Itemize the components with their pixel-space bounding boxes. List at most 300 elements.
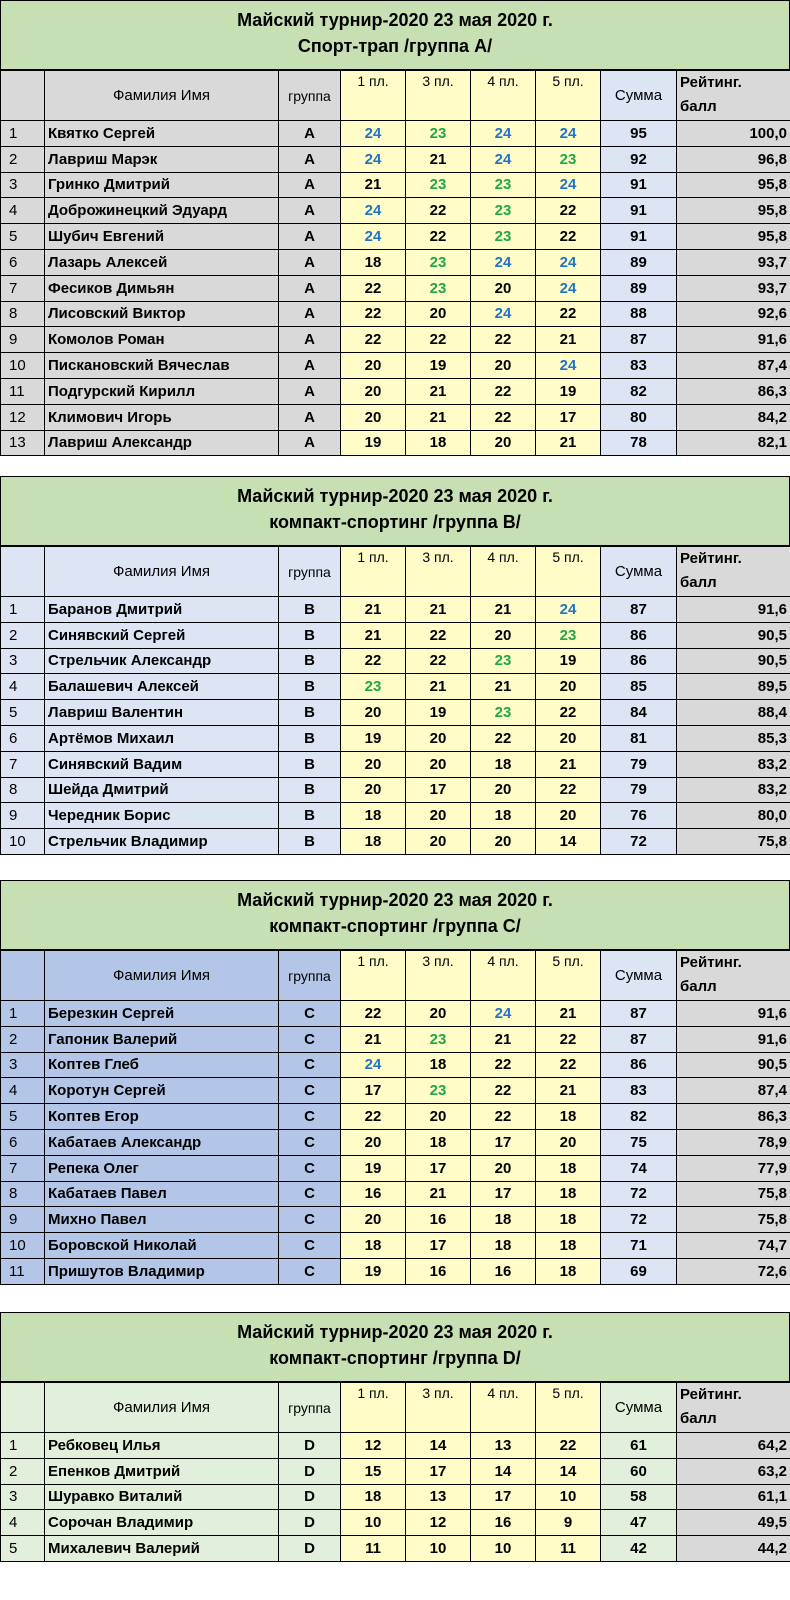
num-header xyxy=(1,1383,45,1433)
round1-cell: 24 xyxy=(341,146,406,172)
round5-cell: 24 xyxy=(536,249,601,275)
rating-cell: 93,7 xyxy=(677,249,790,275)
round4-cell: 20 xyxy=(471,622,536,648)
section-title xyxy=(0,476,790,546)
name-cell: Баранов Дмитрий xyxy=(45,597,279,623)
rating-cell: 86,3 xyxy=(677,1104,790,1130)
name-cell: Гапоник Валерий xyxy=(45,1026,279,1052)
rating-cell: 86,3 xyxy=(677,378,790,404)
round3-cell: 20 xyxy=(406,301,471,327)
name-cell: Балашевич Алексей xyxy=(45,674,279,700)
round1-cell: 12 xyxy=(341,1433,406,1459)
sum-cell: 85 xyxy=(601,674,677,700)
round1-cell: 21 xyxy=(341,622,406,648)
place-cell: 3 xyxy=(1,1484,45,1510)
header-row xyxy=(1,951,790,1001)
rating-cell: 91,6 xyxy=(677,597,790,623)
round5-cell: 22 xyxy=(536,700,601,726)
round3-cell: 23 xyxy=(406,275,471,301)
rating-header-line2: балл xyxy=(680,98,717,115)
rating-header xyxy=(677,547,790,597)
name-cell: Стрельчик Александр xyxy=(45,648,279,674)
round5-cell: 18 xyxy=(536,1207,601,1233)
place-cell: 2 xyxy=(1,1458,45,1484)
round1-header: 1 пл. xyxy=(341,547,406,597)
round4-cell: 22 xyxy=(471,1052,536,1078)
round3-cell: 21 xyxy=(406,674,471,700)
round1-cell: 22 xyxy=(341,301,406,327)
rating-cell: 84,2 xyxy=(677,404,790,430)
round1-cell: 15 xyxy=(341,1458,406,1484)
round4-cell: 24 xyxy=(471,249,536,275)
round3-cell: 20 xyxy=(406,751,471,777)
table-row xyxy=(1,777,790,803)
round3-cell: 17 xyxy=(406,777,471,803)
round1-cell: 21 xyxy=(341,172,406,198)
round4-cell: 18 xyxy=(471,803,536,829)
sum-cell: 91 xyxy=(601,198,677,224)
discipline-title: компакт-спортинг /группа D/ xyxy=(269,1348,521,1368)
rating-cell: 88,4 xyxy=(677,700,790,726)
round1-cell: 18 xyxy=(341,803,406,829)
round1-cell: 18 xyxy=(341,1233,406,1259)
name-cell: Сорочан Владимир xyxy=(45,1510,279,1536)
header-row xyxy=(1,547,790,597)
round5-cell: 22 xyxy=(536,1052,601,1078)
sum-cell: 84 xyxy=(601,700,677,726)
discipline-title: Спорт-трап /группа А/ xyxy=(297,36,493,56)
name-cell: Шуравко Виталий xyxy=(45,1484,279,1510)
round4-cell: 24 xyxy=(471,301,536,327)
round3-cell: 19 xyxy=(406,700,471,726)
sum-cell: 71 xyxy=(601,1233,677,1259)
place-cell: 3 xyxy=(1,1052,45,1078)
rating-cell: 75,8 xyxy=(677,829,790,855)
round3-cell: 18 xyxy=(406,1052,471,1078)
table-row xyxy=(1,430,790,456)
name-cell: Кабатаев Александр xyxy=(45,1129,279,1155)
rating-cell: 75,8 xyxy=(677,1207,790,1233)
round4-cell: 20 xyxy=(471,1155,536,1181)
round3-cell: 23 xyxy=(406,1026,471,1052)
name-cell: Гринко Дмитрий xyxy=(45,172,279,198)
table-row xyxy=(1,327,790,353)
group-cell: А xyxy=(279,378,341,404)
round1-cell: 22 xyxy=(341,1104,406,1130)
round5-cell: 18 xyxy=(536,1258,601,1284)
name-cell: Чередник Борис xyxy=(45,803,279,829)
round4-cell: 23 xyxy=(471,172,536,198)
round5-cell: 21 xyxy=(536,751,601,777)
round1-cell: 23 xyxy=(341,674,406,700)
name-cell: Пришутов Владимир xyxy=(45,1258,279,1284)
sum-cell: 79 xyxy=(601,777,677,803)
section-b xyxy=(0,476,790,855)
group-cell: А xyxy=(279,224,341,250)
round4-cell: 24 xyxy=(471,1001,536,1027)
round1-cell: 20 xyxy=(341,700,406,726)
sum-cell: 86 xyxy=(601,648,677,674)
round1-cell: 24 xyxy=(341,224,406,250)
round3-cell: 18 xyxy=(406,430,471,456)
rating-cell: 64,2 xyxy=(677,1433,790,1459)
sum-cell: 72 xyxy=(601,1207,677,1233)
round1-cell: 11 xyxy=(341,1536,406,1562)
round1-cell: 21 xyxy=(341,1026,406,1052)
group-cell: А xyxy=(279,301,341,327)
rating-cell: 83,2 xyxy=(677,751,790,777)
round1-cell: 20 xyxy=(341,404,406,430)
rating-cell: 72,6 xyxy=(677,1258,790,1284)
results-table xyxy=(0,1382,790,1562)
round5-cell: 24 xyxy=(536,172,601,198)
round4-cell: 22 xyxy=(471,1078,536,1104)
sum-cell: 87 xyxy=(601,1026,677,1052)
round5-cell: 17 xyxy=(536,404,601,430)
round3-cell: 16 xyxy=(406,1258,471,1284)
table-row xyxy=(1,404,790,430)
table-row xyxy=(1,1510,790,1536)
round5-cell: 19 xyxy=(536,378,601,404)
group-cell: В xyxy=(279,777,341,803)
round1-cell: 20 xyxy=(341,1129,406,1155)
round5-cell: 20 xyxy=(536,1129,601,1155)
name-cell: Коптев Егор xyxy=(45,1104,279,1130)
group-header: группа xyxy=(279,951,341,1001)
round1-cell: 20 xyxy=(341,751,406,777)
group-cell: С xyxy=(279,1233,341,1259)
round4-cell: 23 xyxy=(471,224,536,250)
tournament-title: Майский турнир-2020 23 мая 2020 г. xyxy=(237,486,553,506)
discipline-title: компакт-спортинг /группа С/ xyxy=(269,916,521,936)
rating-cell: 75,8 xyxy=(677,1181,790,1207)
round3-cell: 21 xyxy=(406,146,471,172)
rating-cell: 74,7 xyxy=(677,1233,790,1259)
place-cell: 13 xyxy=(1,430,45,456)
group-cell: А xyxy=(279,121,341,147)
rating-header xyxy=(677,1383,790,1433)
name-cell: Михно Павел xyxy=(45,1207,279,1233)
round3-cell: 22 xyxy=(406,327,471,353)
table-row xyxy=(1,1536,790,1562)
rating-cell: 49,5 xyxy=(677,1510,790,1536)
round5-cell: 21 xyxy=(536,1078,601,1104)
round3-cell: 23 xyxy=(406,172,471,198)
sum-cell: 74 xyxy=(601,1155,677,1181)
place-cell: 11 xyxy=(1,378,45,404)
round3-cell: 20 xyxy=(406,1104,471,1130)
group-cell: С xyxy=(279,1258,341,1284)
round5-cell: 18 xyxy=(536,1104,601,1130)
round1-cell: 17 xyxy=(341,1078,406,1104)
round4-cell: 18 xyxy=(471,1207,536,1233)
round1-header: 1 пл. xyxy=(341,1383,406,1433)
section-title xyxy=(0,880,790,950)
place-cell: 1 xyxy=(1,1433,45,1459)
round3-cell: 20 xyxy=(406,829,471,855)
name-header: Фамилия Имя xyxy=(45,547,279,597)
name-cell: Синявский Сергей xyxy=(45,622,279,648)
name-header: Фамилия Имя xyxy=(45,951,279,1001)
round5-cell: 24 xyxy=(536,121,601,147)
sum-cell: 69 xyxy=(601,1258,677,1284)
group-cell: В xyxy=(279,725,341,751)
group-cell: D xyxy=(279,1458,341,1484)
sum-cell: 78 xyxy=(601,430,677,456)
round4-cell: 18 xyxy=(471,1233,536,1259)
table-row xyxy=(1,172,790,198)
group-header: группа xyxy=(279,547,341,597)
table-row xyxy=(1,829,790,855)
place-cell: 9 xyxy=(1,803,45,829)
table-row xyxy=(1,198,790,224)
discipline-title: компакт-спортинг /группа В/ xyxy=(269,512,521,532)
sum-cell: 87 xyxy=(601,597,677,623)
round1-cell: 18 xyxy=(341,829,406,855)
round3-cell: 16 xyxy=(406,1207,471,1233)
group-cell: В xyxy=(279,829,341,855)
rating-cell: 87,4 xyxy=(677,1078,790,1104)
name-header: Фамилия Имя xyxy=(45,71,279,121)
group-cell: В xyxy=(279,803,341,829)
sum-cell: 86 xyxy=(601,1052,677,1078)
sum-header: Сумма xyxy=(601,71,677,121)
rating-cell: 85,3 xyxy=(677,725,790,751)
place-cell: 2 xyxy=(1,1026,45,1052)
name-cell: Квятко Сергей xyxy=(45,121,279,147)
place-cell: 8 xyxy=(1,1181,45,1207)
table-row xyxy=(1,224,790,250)
place-cell: 5 xyxy=(1,224,45,250)
place-cell: 6 xyxy=(1,249,45,275)
place-cell: 1 xyxy=(1,121,45,147)
round4-cell: 16 xyxy=(471,1510,536,1536)
round1-cell: 19 xyxy=(341,1258,406,1284)
round3-header: 3 пл. xyxy=(406,951,471,1001)
tournament-title: Майский турнир-2020 23 мая 2020 г. xyxy=(237,1322,553,1342)
sum-cell: 91 xyxy=(601,224,677,250)
group-cell: В xyxy=(279,622,341,648)
sum-cell: 91 xyxy=(601,172,677,198)
round5-cell: 11 xyxy=(536,1536,601,1562)
place-cell: 3 xyxy=(1,648,45,674)
place-cell: 4 xyxy=(1,1510,45,1536)
name-cell: Синявский Вадим xyxy=(45,751,279,777)
place-cell: 3 xyxy=(1,172,45,198)
round3-cell: 13 xyxy=(406,1484,471,1510)
round4-cell: 20 xyxy=(471,829,536,855)
table-row xyxy=(1,1129,790,1155)
table-row xyxy=(1,353,790,379)
round4-cell: 22 xyxy=(471,404,536,430)
round4-cell: 21 xyxy=(471,597,536,623)
round1-cell: 19 xyxy=(341,725,406,751)
round5-cell: 22 xyxy=(536,301,601,327)
round1-cell: 20 xyxy=(341,353,406,379)
name-cell: Боровской Николай xyxy=(45,1233,279,1259)
table-row xyxy=(1,1458,790,1484)
round5-header: 5 пл. xyxy=(536,71,601,121)
table-row xyxy=(1,1484,790,1510)
group-cell: А xyxy=(279,404,341,430)
place-cell: 5 xyxy=(1,1104,45,1130)
table-row xyxy=(1,648,790,674)
round4-header: 4 пл. xyxy=(471,71,536,121)
sum-cell: 83 xyxy=(601,353,677,379)
round4-cell: 17 xyxy=(471,1129,536,1155)
sum-cell: 87 xyxy=(601,1001,677,1027)
round5-header: 5 пл. xyxy=(536,951,601,1001)
round4-header: 4 пл. xyxy=(471,547,536,597)
round1-cell: 10 xyxy=(341,1510,406,1536)
place-cell: 9 xyxy=(1,1207,45,1233)
sum-cell: 76 xyxy=(601,803,677,829)
round5-cell: 21 xyxy=(536,430,601,456)
table-row xyxy=(1,700,790,726)
name-cell: Лавриш Валентин xyxy=(45,700,279,726)
table-row xyxy=(1,1104,790,1130)
name-cell: Шейда Дмитрий xyxy=(45,777,279,803)
group-cell: В xyxy=(279,700,341,726)
rating-header xyxy=(677,951,790,1001)
round3-cell: 21 xyxy=(406,378,471,404)
place-cell: 1 xyxy=(1,597,45,623)
num-header xyxy=(1,951,45,1001)
rating-cell: 90,5 xyxy=(677,1052,790,1078)
name-cell: Ребковец Илья xyxy=(45,1433,279,1459)
section-d xyxy=(0,1312,790,1562)
table-row xyxy=(1,146,790,172)
rating-header-line2: балл xyxy=(680,978,717,995)
table-row xyxy=(1,1078,790,1104)
group-cell: А xyxy=(279,353,341,379)
round4-cell: 22 xyxy=(471,1104,536,1130)
round4-cell: 10 xyxy=(471,1536,536,1562)
name-cell: Доброжинецкий Эдуард xyxy=(45,198,279,224)
place-cell: 2 xyxy=(1,622,45,648)
tournament-title: Майский турнир-2020 23 мая 2020 г. xyxy=(237,10,553,30)
round3-cell: 17 xyxy=(406,1233,471,1259)
round5-cell: 23 xyxy=(536,622,601,648)
sum-cell: 75 xyxy=(601,1129,677,1155)
table-row xyxy=(1,1155,790,1181)
round1-cell: 20 xyxy=(341,1207,406,1233)
table-row xyxy=(1,1001,790,1027)
rating-cell: 93,7 xyxy=(677,275,790,301)
group-cell: В xyxy=(279,648,341,674)
round3-cell: 22 xyxy=(406,648,471,674)
round5-cell: 21 xyxy=(536,1001,601,1027)
round3-cell: 17 xyxy=(406,1458,471,1484)
sum-cell: 92 xyxy=(601,146,677,172)
round1-cell: 22 xyxy=(341,275,406,301)
round3-cell: 17 xyxy=(406,1155,471,1181)
round4-cell: 21 xyxy=(471,1026,536,1052)
group-cell: D xyxy=(279,1510,341,1536)
group-cell: С xyxy=(279,1078,341,1104)
group-cell: В xyxy=(279,674,341,700)
rating-cell: 95,8 xyxy=(677,172,790,198)
round1-cell: 24 xyxy=(341,198,406,224)
sum-cell: 95 xyxy=(601,121,677,147)
round3-cell: 23 xyxy=(406,1078,471,1104)
place-cell: 7 xyxy=(1,751,45,777)
rating-cell: 91,6 xyxy=(677,327,790,353)
round4-cell: 20 xyxy=(471,430,536,456)
group-cell: В xyxy=(279,597,341,623)
sum-cell: 81 xyxy=(601,725,677,751)
name-cell: Коптев Глеб xyxy=(45,1052,279,1078)
round1-header: 1 пл. xyxy=(341,71,406,121)
rating-header-line1: Рейтинг. xyxy=(680,74,742,91)
sum-cell: 88 xyxy=(601,301,677,327)
place-cell: 9 xyxy=(1,327,45,353)
round1-cell: 24 xyxy=(341,121,406,147)
round1-cell: 22 xyxy=(341,327,406,353)
name-cell: Пискановский Вячеслав xyxy=(45,353,279,379)
round3-cell: 19 xyxy=(406,353,471,379)
section-title xyxy=(0,1312,790,1382)
round1-cell: 20 xyxy=(341,777,406,803)
group-cell: С xyxy=(279,1026,341,1052)
place-cell: 5 xyxy=(1,700,45,726)
round1-cell: 22 xyxy=(341,648,406,674)
rating-cell: 95,8 xyxy=(677,224,790,250)
place-cell: 6 xyxy=(1,725,45,751)
rating-cell: 78,9 xyxy=(677,1129,790,1155)
rating-header-line2: балл xyxy=(680,574,717,591)
place-cell: 6 xyxy=(1,1129,45,1155)
round3-cell: 23 xyxy=(406,249,471,275)
round5-cell: 22 xyxy=(536,224,601,250)
round5-cell: 20 xyxy=(536,803,601,829)
round3-cell: 22 xyxy=(406,622,471,648)
round3-cell: 12 xyxy=(406,1510,471,1536)
table-row xyxy=(1,622,790,648)
round5-cell: 14 xyxy=(536,829,601,855)
round3-header: 3 пл. xyxy=(406,1383,471,1433)
rating-header-line1: Рейтинг. xyxy=(680,550,742,567)
round4-header: 4 пл. xyxy=(471,951,536,1001)
round5-cell: 22 xyxy=(536,777,601,803)
group-cell: D xyxy=(279,1433,341,1459)
round4-cell: 20 xyxy=(471,777,536,803)
table-row xyxy=(1,301,790,327)
round3-cell: 20 xyxy=(406,1001,471,1027)
round5-cell: 22 xyxy=(536,1433,601,1459)
sum-cell: 89 xyxy=(601,249,677,275)
group-cell: С xyxy=(279,1181,341,1207)
round4-cell: 20 xyxy=(471,275,536,301)
round3-cell: 10 xyxy=(406,1536,471,1562)
rating-cell: 83,2 xyxy=(677,777,790,803)
round4-header: 4 пл. xyxy=(471,1383,536,1433)
group-cell: А xyxy=(279,198,341,224)
group-cell: А xyxy=(279,430,341,456)
group-cell: D xyxy=(279,1484,341,1510)
round3-header: 3 пл. xyxy=(406,71,471,121)
place-cell: 5 xyxy=(1,1536,45,1562)
round1-cell: 22 xyxy=(341,1001,406,1027)
table-row xyxy=(1,1233,790,1259)
rating-cell: 95,8 xyxy=(677,198,790,224)
sum-header: Сумма xyxy=(601,951,677,1001)
round1-cell: 18 xyxy=(341,1484,406,1510)
name-cell: Лавриш Александр xyxy=(45,430,279,456)
name-cell: Березкин Сергей xyxy=(45,1001,279,1027)
round4-cell: 23 xyxy=(471,648,536,674)
round5-cell: 20 xyxy=(536,674,601,700)
